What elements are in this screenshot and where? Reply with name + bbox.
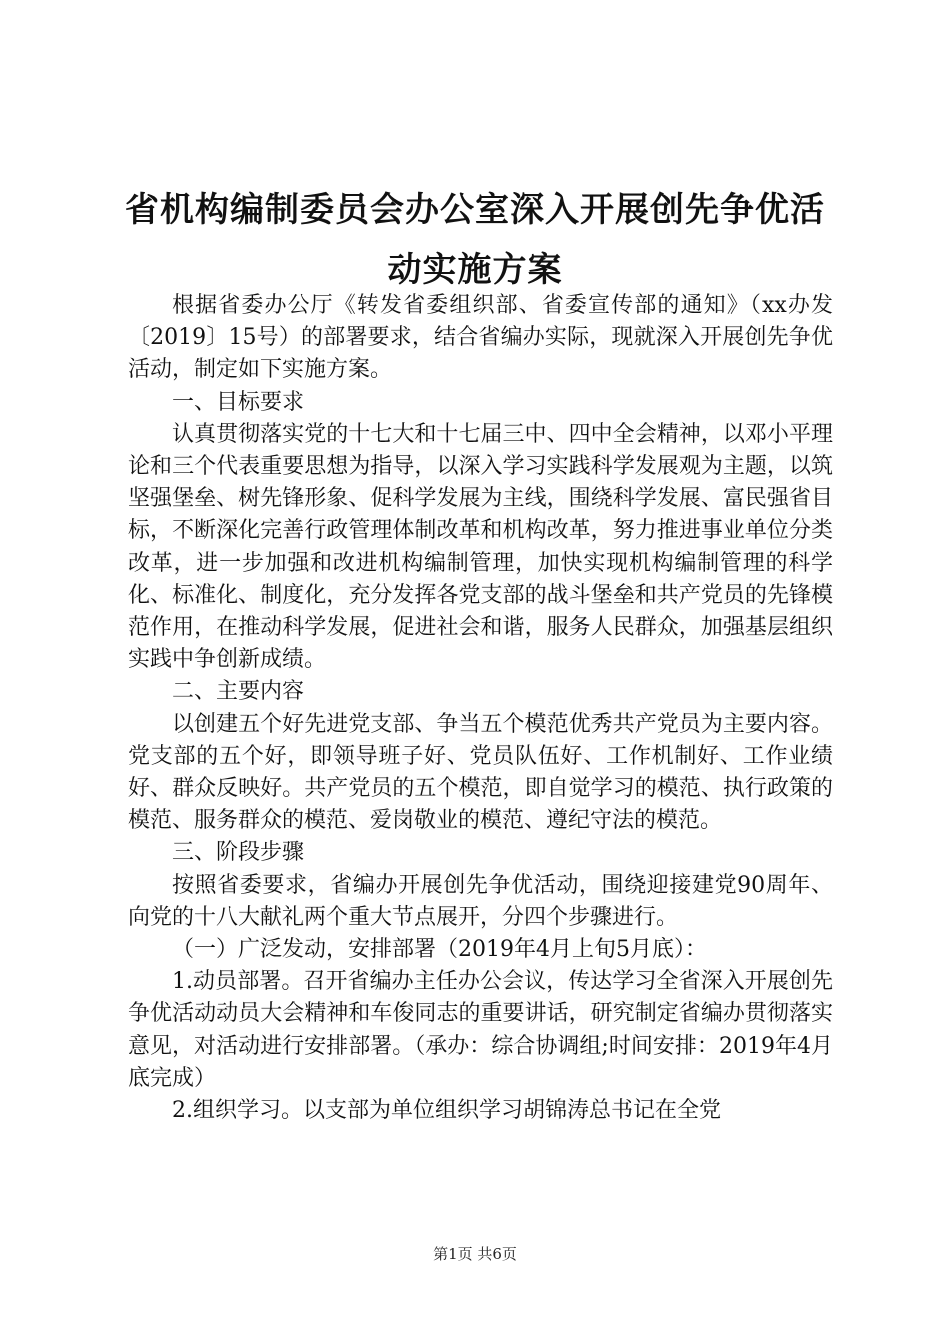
document-body: [128, 290, 833, 1127]
paragraph-item-1: 1.动员部署。召开省编办主任办公会议，传达学习全省深入开展创先争优活动动员大会精神和车俊同志的重要讲话，研究制定省编办贯彻落实意见，对活动进行安排部署。（承办：综合协调组;时间安排：2019年4月底完成）: [128, 969, 833, 1091]
page-number-footer: 第1页 共6页: [433, 1245, 517, 1263]
section-heading-2: 二、主要内容: [172, 679, 305, 705]
paragraph-item-2: 2.组织学习。以支部为单位组织学习胡锦涛总书记在全党: [172, 1098, 721, 1124]
paragraph-intro: 根据省委办公厅《转发省委组织部、省委宣传部的通知》（xx办发〔2019〕15号）的部署要求，结合省编办实际，现就深入开展创先争优活动，制定如下实施方案。: [128, 293, 833, 383]
section-heading-3: 三、阶段步骤: [172, 840, 305, 866]
paragraph-content: 以创建五个好先进党支部、争当五个模范优秀共产党员为主要内容。党支部的五个好，即领导班子好、党员队伍好、工作机制好、工作业绩好、群众反映好。共产党员的五个模范，即自觉学习的模范、执行政策的模范、服务群众的模范、爱岗敬业的模范、遵纪守法的模范。: [128, 711, 833, 834]
section-heading-1: 一、目标要求: [172, 389, 305, 415]
paragraph-steps: 按照省委要求，省编办开展创先争优活动，围绕迎接建党90周年、向党的十八大献礼两个重大节点展开，分四个步骤进行。: [128, 872, 833, 930]
subsection-heading-1: （一）广泛发动，安排部署（2019年4月上旬5月底）：: [172, 937, 707, 963]
document-title: 省机构编制委员会办公室深入开展创先争优活动实施方案: [125, 190, 825, 290]
paragraph-goals: 认真贯彻落实党的十七大和十七届三中、四中全会精神，以邓小平理论和三个代表重要思想为指导，以深入学习实践科学发展观为主题，以筑坚强堡垒、树先锋形象、促科学发展为主线，围绕科学发展、富民强省目标，不断深化完善行政管理体制改革和机构改革，努力推进事业单位分类改革，进一步加强和改进机构编制管理，加快实现机构编制管理的科学化、标准化、制度化，充分发挥各党支部的战斗堡垒和共产党员的先锋模范作用，在推动科学发展，促进社会和谐，服务人民群众，加强基层组织实践中争创新成绩。: [128, 421, 833, 673]
